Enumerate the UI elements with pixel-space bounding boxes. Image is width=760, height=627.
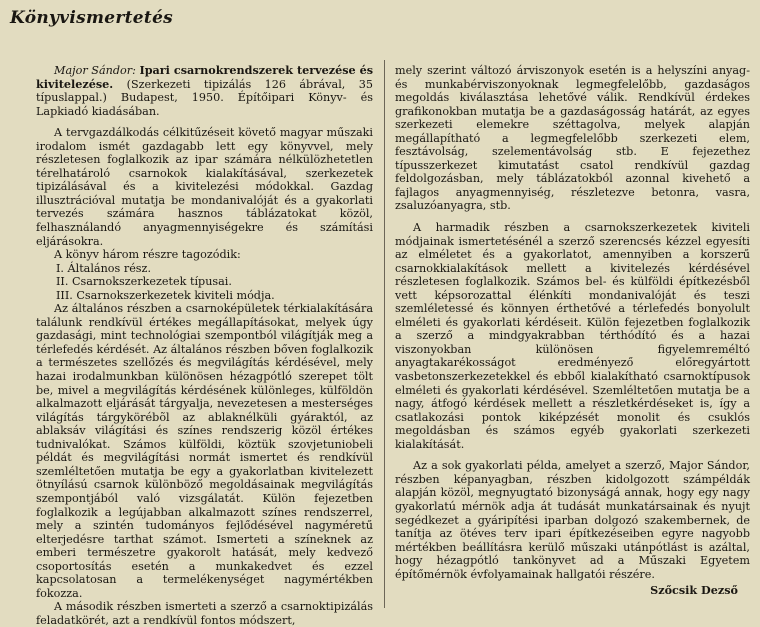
reviewer-signature: Szőcsik Dezső [650,583,738,598]
parts-list [36,262,373,303]
book-title: Ipari csarnokrendszerek tervezése és kivitelezése. [36,63,373,91]
list-item: III. Csarnokszerkezetek kiviteli módja. [56,288,275,302]
section-title: Könyvismertetés [10,8,174,28]
column-divider [384,60,385,608]
paragraph: A könyv három részre tagozódik: [54,248,241,262]
paragraph: A tervgazdálkodás célkitűzéseit követő magyar műszaki irodalom ismét gazdagabb lett egy könyvvel, mely részletesen foglalkozik az ipar számára nélkülözhetetlen térelhatároló csarnokok kialakításával, szerkezetek tipizálásával és a kivitelezési módokkal. Gazdag illusztrációval mutatja be mondanivalóját és a gyakorlati tervezés számára hasznos táblázatokat közöl, felhasználandó anyagmennyiségekre és számítási eljárásokra. [36,126,373,248]
author-name: Major Sándor: [54,64,136,77]
paragraph: Az általános részben a csarnoképületek térkialakítására találunk rendkívül értékes megállapításokat, melyek úgy gazdasági, mint technológiai szempontból világítják meg a térlefedés kérdését. Az általános részben bőven foglalkozik a természetes szellőzés és megvilágítás kérdésével, mely hazai irodalmunkban különösen hézagpótló szerepet tölt be, mivel a megvilágítás kérdésének különleges, külföldön alkalmazott eljárását tárgyalja, nevezetesen a mesterséges világítás tárgykörébõl az ablaknélküli gyáraktól, az ablaksáv világítási és színes rendszerig közöl értékes tudnivalókat. Számos külföldi, köztük szovjetuniobeli példát és megvilágítási normát ismertet és rendkívül szemléltetően mutatja be egy a gyakorlatban kivitelezett ötnyílású csarnok különböző megoldásainak megvilágítás szempontjából való vizsgálatát. Külön fejezetben foglalkozik a legújabban alkalmazott színes rendszerrel, mely a szintén tudományos fejlődésével nagyméretű elterjedésre tarthat számot. Ismerteti a színeknek az emberi természetre gyakorolt hatását, mely kedvező csoportosítás esetén a munkakedvet és ezzel kapcsolatosan a termelékenységet nagymértékben fokozza. [36,302,373,600]
paragraph: A harmadik részben a csarnokszerkezetek kiviteli módjainak ismertetésénél a szerző szerencsés kézzel egyesíti az elméletet és a gyakorlatot, amennyiben a korszerű csarnokkialakítások mellett a kivitelezés kérdésével részletesen foglalkozik. Számos bel- és külföldi építkezésből vett képsorozattal élénkíti mondanivalóját és teszi szemléletessé és könnyen érthetővé a térlefedés bonyolult elméleti és gyakorlati kérdéseit. Külön fejezetben foglalkozik a szerző a mindgyakrabban térthódító és a hazai viszonyokban különösen figyelemreméltó anyagtakarékosságot eredményező előregyártott vasbetonszerkezetekkel és ebből kialakítható csarnoktípusok elméleti és gyakorlati kérdésével. Szemléltetően mutatja be a nagy, átfogó kérdések mellett a részletkérdéseket is, így a csatlakozási pontok kiképzését monolit és csuklós megoldásban és számos egyéb gyakorlati szerkezeti kialakítását. [395,221,750,451]
right-column [395,64,750,598]
paragraph: Az a sok gyakorlati példa, amelyet a szerző, Major Sándor, részben képanyagban, részben kidolgozott számpéldák alapján közöl, megnyugtató bizonyságá annak, hogy egy nagy gyakorlatú mérnök adja át tudását munkatársainak és nyujt segédkezet a gyáripítési iparban dolgozó szakembernek, de tanítja az ötéves terv ipari építkezéseiben egyre nagyobb mértékben beállításra kerülő műszaki utánpótlást is azáltal, hogy hézagpótló tankönyvet ad a Műszaki Egyetem építőmérnök évfolyamainak hallgatói részére. [395,459,750,581]
book-citation [36,64,373,118]
list-item: I. Általános rész. [56,261,152,275]
publication-details: (Szerkezeti tipizálás 126 ábrával, 35 típuslappal.) Budapest, 1950. Építőipari Könyv- és Lapkiadó kiadásában. [36,77,373,118]
list-item: II. Csarnokszerkezetek típusai. [56,275,232,289]
paragraph: A második részben ismerteti a szerző a csarnoktipizálás feladatkörét, azt a rendkívül fontos módszert, [36,600,373,627]
left-column [36,64,373,627]
paragraph: mely szerint változó árviszonyok esetén is a helyszíni anyag- és munkabérviszonyoknak legmegfelelőbb, gazdaságos megoldás kiválasztása lehetővé válik. Rendkívül érdekes grafikonokban mutatja be a gazdaságosság határát, az egyes szerkezeti elemekre széttagolva, melyek alapján megállapítható a legmegfelelőbb szerkezeti elem, fesztávolság, szelementávolság stb. E fejezethez típusszerkezet kimutatást csatol rendkívül gazdag feldolgozásban, mely táblázatokból azonnal kivehető a fajlagos anyagmennyiség, részletezve betonra, vasra, zsaluzóanyagra, stb. [395,64,750,213]
